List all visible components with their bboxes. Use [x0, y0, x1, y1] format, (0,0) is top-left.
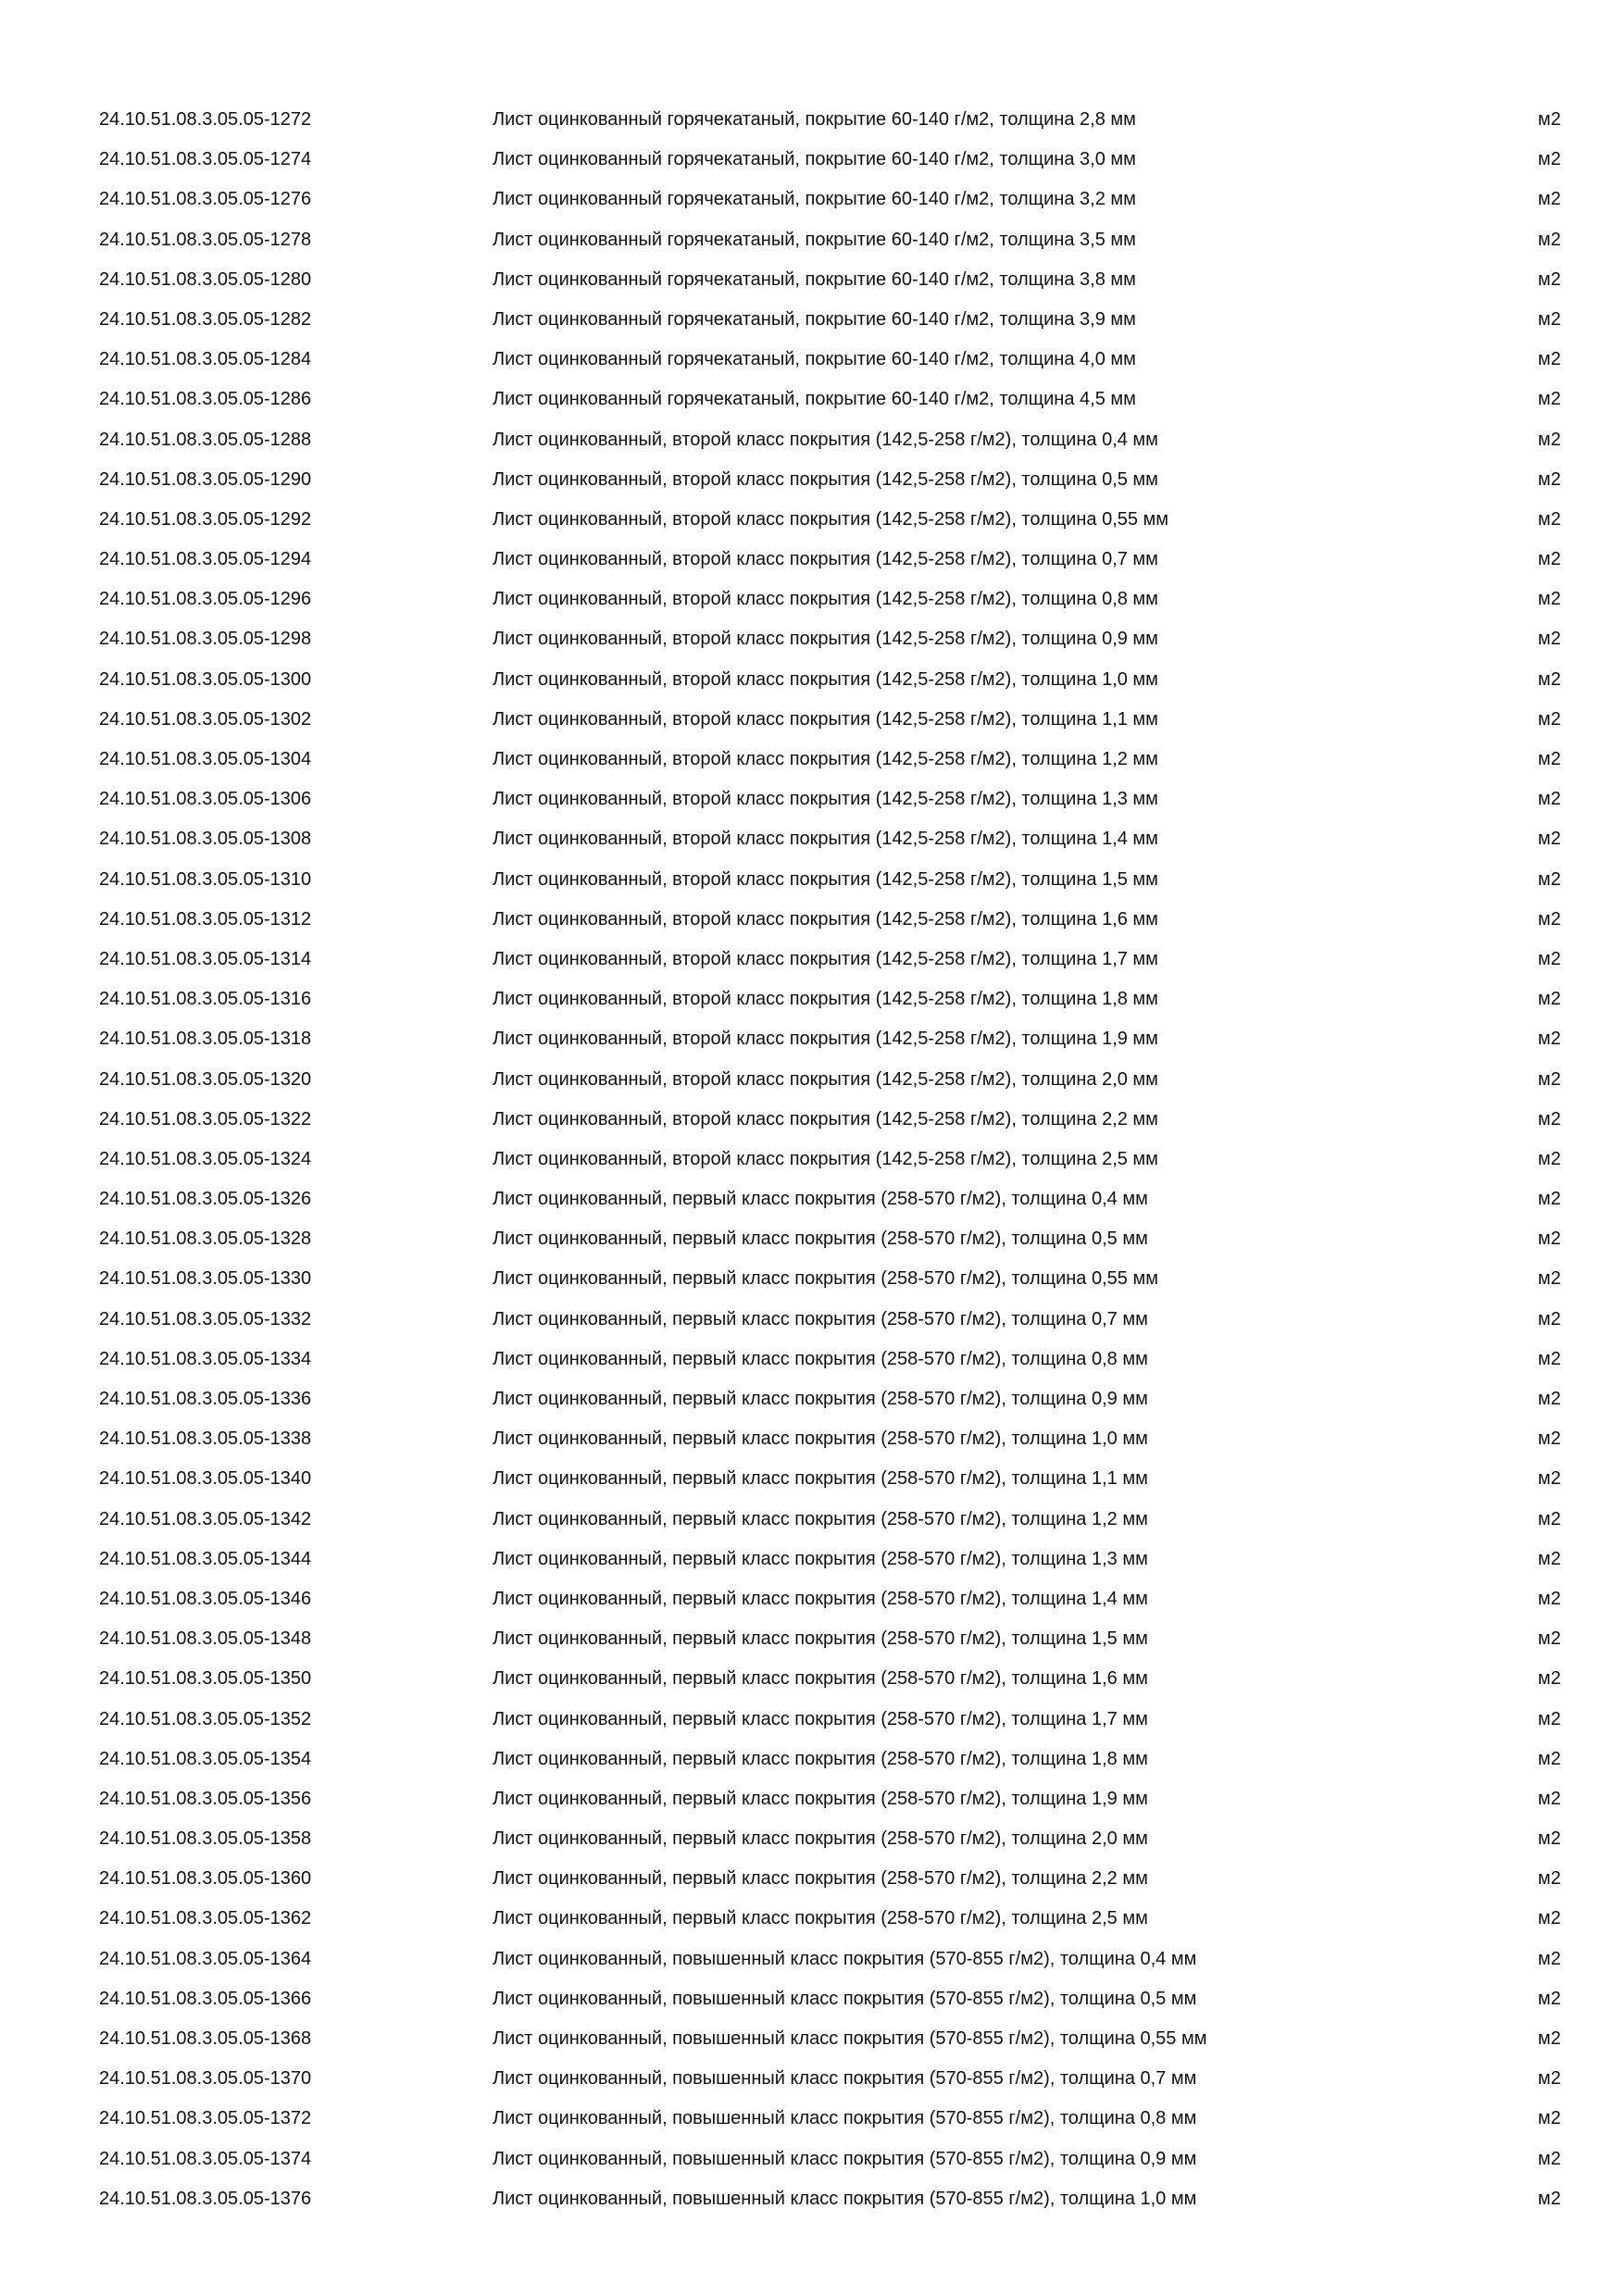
row-unit: м2 [1538, 549, 1561, 570]
row-unit: м2 [1538, 1668, 1561, 1690]
table-row [0, 660, 1624, 700]
table-row [0, 140, 1624, 180]
row-name: Лист оцинкованный горячекатаный, покрытие 60-140 г/м2, толщина 3,5 мм [493, 229, 1136, 250]
row-name: Лист оцинкованный, первый класс покрытия (258-570 г/м2), толщина 0,55 мм [493, 1268, 1158, 1290]
table-row [0, 1979, 1624, 2019]
row-unit: м2 [1538, 708, 1561, 730]
row-code: 24.10.51.08.3.05.05-1284 [99, 349, 312, 370]
row-code: 24.10.51.08.3.05.05-1352 [99, 1708, 312, 1729]
row-code: 24.10.51.08.3.05.05-1358 [99, 1828, 312, 1850]
row-unit: м2 [1538, 229, 1561, 250]
row-unit: м2 [1538, 868, 1561, 890]
row-unit: м2 [1538, 1548, 1561, 1569]
row-name: Лист оцинкованный горячекатаный, покрытие 60-140 г/м2, толщина 2,8 мм [493, 109, 1136, 130]
row-name: Лист оцинкованный, второй класс покрытия (142,5-258 г/м2), толщина 0,55 мм [493, 508, 1169, 530]
row-code: 24.10.51.08.3.05.05-1300 [99, 668, 312, 690]
row-unit: м2 [1538, 2148, 1561, 2169]
row-code: 24.10.51.08.3.05.05-1354 [99, 1748, 312, 1769]
row-name: Лист оцинкованный, второй класс покрытия (142,5-258 г/м2), толщина 0,7 мм [493, 549, 1158, 570]
table-row [0, 1459, 1624, 1499]
row-code: 24.10.51.08.3.05.05-1272 [99, 109, 312, 130]
row-code: 24.10.51.08.3.05.05-1324 [99, 1148, 312, 1169]
table-row [0, 619, 1624, 659]
table-row [0, 2140, 1624, 2179]
table-row [0, 1100, 1624, 1140]
row-name: Лист оцинкованный, второй класс покрытия (142,5-258 г/м2), толщина 1,8 мм [493, 989, 1158, 1010]
row-name: Лист оцинкованный горячекатаный, покрытие 60-140 г/м2, толщина 3,8 мм [493, 268, 1136, 290]
row-name: Лист оцинкованный, повышенный класс покрытия (570-855 г/м2), толщина 0,8 мм [493, 2108, 1197, 2129]
table-row [0, 1060, 1624, 1100]
table-row [0, 2179, 1624, 2219]
row-name: Лист оцинкованный, второй класс покрытия (142,5-258 г/м2), толщина 1,5 мм [493, 868, 1158, 890]
row-unit: м2 [1538, 1229, 1561, 1250]
table-row [0, 500, 1624, 540]
row-code: 24.10.51.08.3.05.05-1308 [99, 829, 312, 850]
row-unit: м2 [1538, 429, 1561, 450]
row-code: 24.10.51.08.3.05.05-1362 [99, 1908, 312, 1929]
row-name: Лист оцинкованный, первый класс покрытия (258-570 г/м2), толщина 0,7 мм [493, 1308, 1148, 1329]
row-name: Лист оцинкованный, второй класс покрытия (142,5-258 г/м2), толщина 1,4 мм [493, 829, 1158, 850]
row-code: 24.10.51.08.3.05.05-1338 [99, 1429, 312, 1450]
row-unit: м2 [1538, 1828, 1561, 1850]
row-unit: м2 [1538, 908, 1561, 930]
row-code: 24.10.51.08.3.05.05-1366 [99, 1988, 312, 2009]
row-name: Лист оцинкованный, второй класс покрытия (142,5-258 г/м2), толщина 2,5 мм [493, 1148, 1158, 1169]
row-code: 24.10.51.08.3.05.05-1348 [99, 1628, 312, 1650]
row-unit: м2 [1538, 1868, 1561, 1890]
row-name: Лист оцинкованный, второй класс покрытия (142,5-258 г/м2), толщина 0,5 мм [493, 468, 1158, 490]
table-row [0, 1140, 1624, 1179]
row-code: 24.10.51.08.3.05.05-1296 [99, 589, 312, 610]
row-code: 24.10.51.08.3.05.05-1280 [99, 268, 312, 290]
table-row [0, 340, 1624, 380]
row-name: Лист оцинкованный, первый класс покрытия (258-570 г/м2), толщина 2,2 мм [493, 1868, 1148, 1890]
row-code: 24.10.51.08.3.05.05-1332 [99, 1308, 312, 1329]
row-unit: м2 [1538, 1588, 1561, 1609]
row-unit: м2 [1538, 1908, 1561, 1929]
table-row [0, 1940, 1624, 1979]
table-row [0, 2099, 1624, 2139]
row-code: 24.10.51.08.3.05.05-1276 [99, 189, 312, 210]
row-code: 24.10.51.08.3.05.05-1374 [99, 2148, 312, 2169]
row-name: Лист оцинкованный, второй класс покрытия (142,5-258 г/м2), толщина 0,9 мм [493, 629, 1158, 650]
row-name: Лист оцинкованный, второй класс покрытия (142,5-258 г/м2), толщина 1,2 мм [493, 749, 1158, 769]
row-unit: м2 [1538, 1468, 1561, 1490]
row-code: 24.10.51.08.3.05.05-1322 [99, 1108, 312, 1129]
row-name: Лист оцинкованный, второй класс покрытия (142,5-258 г/м2), толщина 1,7 мм [493, 948, 1158, 969]
row-code: 24.10.51.08.3.05.05-1312 [99, 908, 312, 930]
table-row [0, 220, 1624, 260]
row-name: Лист оцинкованный, первый класс покрытия (258-570 г/м2), толщина 1,3 мм [493, 1548, 1148, 1569]
row-unit: м2 [1538, 1189, 1561, 1210]
table-row [0, 1819, 1624, 1859]
row-unit: м2 [1538, 668, 1561, 690]
row-unit: м2 [1538, 109, 1561, 130]
row-unit: м2 [1538, 629, 1561, 650]
row-unit: м2 [1538, 1508, 1561, 1529]
row-name: Лист оцинкованный, второй класс покрытия (142,5-258 г/м2), толщина 2,2 мм [493, 1108, 1158, 1129]
row-unit: м2 [1538, 1029, 1561, 1050]
row-code: 24.10.51.08.3.05.05-1336 [99, 1389, 312, 1409]
table-row [0, 860, 1624, 900]
row-code: 24.10.51.08.3.05.05-1286 [99, 389, 312, 410]
row-unit: м2 [1538, 948, 1561, 969]
row-code: 24.10.51.08.3.05.05-1342 [99, 1508, 312, 1529]
row-name: Лист оцинкованный, первый класс покрытия (258-570 г/м2), толщина 1,0 мм [493, 1429, 1148, 1450]
row-name: Лист оцинкованный, первый класс покрытия (258-570 г/м2), толщина 1,1 мм [493, 1468, 1148, 1490]
row-unit: м2 [1538, 2028, 1561, 2049]
row-unit: м2 [1538, 1108, 1561, 1129]
row-name: Лист оцинкованный горячекатаный, покрытие 60-140 г/м2, толщина 3,9 мм [493, 308, 1136, 330]
row-name: Лист оцинкованный, повышенный класс покрытия (570-855 г/м2), толщина 0,7 мм [493, 2068, 1197, 2090]
table-row [0, 940, 1624, 980]
row-unit: м2 [1538, 268, 1561, 290]
row-code: 24.10.51.08.3.05.05-1320 [99, 1068, 312, 1090]
table-row [0, 1019, 1624, 1059]
table-row [0, 740, 1624, 780]
row-name: Лист оцинкованный горячекатаный, покрытие 60-140 г/м2, толщина 3,0 мм [493, 149, 1136, 170]
table-row [0, 260, 1624, 300]
table-row [0, 460, 1624, 500]
row-name: Лист оцинкованный, первый класс покрытия (258-570 г/м2), толщина 1,5 мм [493, 1628, 1148, 1650]
row-unit: м2 [1538, 1068, 1561, 1090]
row-code: 24.10.51.08.3.05.05-1282 [99, 308, 312, 330]
row-code: 24.10.51.08.3.05.05-1290 [99, 468, 312, 490]
table-row [0, 580, 1624, 619]
row-code: 24.10.51.08.3.05.05-1350 [99, 1668, 312, 1690]
row-code: 24.10.51.08.3.05.05-1334 [99, 1348, 312, 1369]
table-row [0, 1659, 1624, 1699]
row-unit: м2 [1538, 1148, 1561, 1169]
table-row [0, 1540, 1624, 1579]
row-code: 24.10.51.08.3.05.05-1306 [99, 789, 312, 810]
table-row [0, 700, 1624, 740]
row-unit: м2 [1538, 349, 1561, 370]
row-unit: м2 [1538, 1389, 1561, 1409]
row-name: Лист оцинкованный, второй класс покрытия (142,5-258 г/м2), толщина 1,0 мм [493, 668, 1158, 690]
table-row [0, 1219, 1624, 1259]
row-code: 24.10.51.08.3.05.05-1364 [99, 1948, 312, 1969]
table-row [0, 2059, 1624, 2099]
row-code: 24.10.51.08.3.05.05-1274 [99, 149, 312, 170]
table-row [0, 1740, 1624, 1779]
row-code: 24.10.51.08.3.05.05-1344 [99, 1548, 312, 1569]
row-code: 24.10.51.08.3.05.05-1292 [99, 508, 312, 530]
row-unit: м2 [1538, 789, 1561, 810]
row-unit: м2 [1538, 2108, 1561, 2129]
row-name: Лист оцинкованный, первый класс покрытия (258-570 г/м2), толщина 1,4 мм [493, 1588, 1148, 1609]
table-row [0, 1700, 1624, 1740]
row-code: 24.10.51.08.3.05.05-1314 [99, 948, 312, 969]
row-unit: м2 [1538, 1268, 1561, 1290]
table-row [0, 1500, 1624, 1540]
table-row [0, 1259, 1624, 1299]
table-row [0, 100, 1624, 140]
row-unit: м2 [1538, 1788, 1561, 1809]
row-unit: м2 [1538, 149, 1561, 170]
row-code: 24.10.51.08.3.05.05-1330 [99, 1268, 312, 1290]
row-code: 24.10.51.08.3.05.05-1376 [99, 2188, 312, 2209]
row-name: Лист оцинкованный, первый класс покрытия (258-570 г/м2), толщина 0,4 мм [493, 1189, 1148, 1210]
row-name: Лист оцинкованный, повышенный класс покрытия (570-855 г/м2), толщина 0,4 мм [493, 1948, 1197, 1969]
row-name: Лист оцинкованный, второй класс покрытия (142,5-258 г/м2), толщина 1,3 мм [493, 789, 1158, 810]
table-row [0, 2019, 1624, 2059]
row-unit: м2 [1538, 1348, 1561, 1369]
row-code: 24.10.51.08.3.05.05-1302 [99, 708, 312, 730]
table-row [0, 1579, 1624, 1619]
table-row [0, 1899, 1624, 1939]
row-name: Лист оцинкованный, первый класс покрытия (258-570 г/м2), толщина 1,2 мм [493, 1508, 1148, 1529]
row-unit: м2 [1538, 1948, 1561, 1969]
row-unit: м2 [1538, 1748, 1561, 1769]
table-row [0, 1619, 1624, 1659]
row-unit: м2 [1538, 589, 1561, 610]
table-row [0, 1859, 1624, 1899]
table-row [0, 1779, 1624, 1819]
table-row [0, 1300, 1624, 1340]
row-code: 24.10.51.08.3.05.05-1346 [99, 1588, 312, 1609]
row-unit: м2 [1538, 468, 1561, 490]
row-name: Лист оцинкованный, второй класс покрытия (142,5-258 г/м2), толщина 0,8 мм [493, 589, 1158, 610]
table-row [0, 1179, 1624, 1219]
table-row [0, 900, 1624, 940]
row-name: Лист оцинкованный, второй класс покрытия (142,5-258 г/м2), толщина 1,6 мм [493, 908, 1158, 930]
table-row [0, 1379, 1624, 1419]
table-row [0, 380, 1624, 419]
table-row [0, 420, 1624, 460]
row-code: 24.10.51.08.3.05.05-1326 [99, 1189, 312, 1210]
row-code: 24.10.51.08.3.05.05-1370 [99, 2068, 312, 2090]
row-name: Лист оцинкованный, первый класс покрытия (258-570 г/м2), толщина 0,5 мм [493, 1229, 1148, 1250]
row-unit: м2 [1538, 1308, 1561, 1329]
row-name: Лист оцинкованный горячекатаный, покрытие 60-140 г/м2, толщина 3,2 мм [493, 189, 1136, 210]
table-row [0, 980, 1624, 1019]
row-name: Лист оцинкованный, второй класс покрытия (142,5-258 г/м2), толщина 0,4 мм [493, 429, 1158, 450]
row-unit: м2 [1538, 1628, 1561, 1650]
row-name: Лист оцинкованный, первый класс покрытия (258-570 г/м2), толщина 1,7 мм [493, 1708, 1148, 1729]
row-code: 24.10.51.08.3.05.05-1328 [99, 1229, 312, 1250]
row-unit: м2 [1538, 1429, 1561, 1450]
row-code: 24.10.51.08.3.05.05-1368 [99, 2028, 312, 2049]
table-row [0, 1340, 1624, 1379]
row-unit: м2 [1538, 2188, 1561, 2209]
row-unit: м2 [1538, 308, 1561, 330]
row-name: Лист оцинкованный, первый класс покрытия (258-570 г/м2), толщина 2,5 мм [493, 1908, 1148, 1929]
row-unit: м2 [1538, 389, 1561, 410]
row-name: Лист оцинкованный, повышенный класс покрытия (570-855 г/м2), толщина 0,5 мм [493, 1988, 1197, 2009]
row-unit: м2 [1538, 2068, 1561, 2090]
row-name: Лист оцинкованный, первый класс покрытия (258-570 г/м2), толщина 1,9 мм [493, 1788, 1148, 1809]
table-row [0, 1419, 1624, 1459]
row-code: 24.10.51.08.3.05.05-1278 [99, 229, 312, 250]
row-name: Лист оцинкованный, повышенный класс покрытия (570-855 г/м2), толщина 0,9 мм [493, 2148, 1197, 2169]
materials-table [0, 100, 1624, 2219]
row-unit: м2 [1538, 1708, 1561, 1729]
row-name: Лист оцинкованный, первый класс покрытия (258-570 г/м2), толщина 2,0 мм [493, 1828, 1148, 1850]
row-unit: м2 [1538, 508, 1561, 530]
row-name: Лист оцинкованный, первый класс покрытия (258-570 г/м2), толщина 1,6 мм [493, 1668, 1148, 1690]
row-code: 24.10.51.08.3.05.05-1340 [99, 1468, 312, 1490]
row-name: Лист оцинкованный горячекатаный, покрытие 60-140 г/м2, толщина 4,5 мм [493, 389, 1136, 410]
table-row [0, 180, 1624, 219]
row-name: Лист оцинкованный, второй класс покрытия (142,5-258 г/м2), толщина 1,1 мм [493, 708, 1158, 730]
row-name: Лист оцинкованный, первый класс покрытия (258-570 г/м2), толщина 0,8 мм [493, 1348, 1148, 1369]
row-unit: м2 [1538, 749, 1561, 769]
row-code: 24.10.51.08.3.05.05-1356 [99, 1788, 312, 1809]
table-row [0, 540, 1624, 580]
row-name: Лист оцинкованный, первый класс покрытия (258-570 г/м2), толщина 0,9 мм [493, 1389, 1148, 1409]
table-row [0, 819, 1624, 859]
row-name: Лист оцинкованный, второй класс покрытия (142,5-258 г/м2), толщина 2,0 мм [493, 1068, 1158, 1090]
row-unit: м2 [1538, 989, 1561, 1010]
row-code: 24.10.51.08.3.05.05-1360 [99, 1868, 312, 1890]
row-name: Лист оцинкованный, повышенный класс покрытия (570-855 г/м2), толщина 0,55 мм [493, 2028, 1207, 2049]
row-code: 24.10.51.08.3.05.05-1316 [99, 989, 312, 1010]
row-code: 24.10.51.08.3.05.05-1310 [99, 868, 312, 890]
row-code: 24.10.51.08.3.05.05-1372 [99, 2108, 312, 2129]
row-unit: м2 [1538, 1988, 1561, 2009]
row-code: 24.10.51.08.3.05.05-1298 [99, 629, 312, 650]
table-row [0, 780, 1624, 819]
row-code: 24.10.51.08.3.05.05-1318 [99, 1029, 312, 1050]
table-row [0, 300, 1624, 340]
row-name: Лист оцинкованный, первый класс покрытия (258-570 г/м2), толщина 1,8 мм [493, 1748, 1148, 1769]
row-name: Лист оцинкованный, второй класс покрытия (142,5-258 г/м2), толщина 1,9 мм [493, 1029, 1158, 1050]
row-unit: м2 [1538, 189, 1561, 210]
row-code: 24.10.51.08.3.05.05-1294 [99, 549, 312, 570]
row-name: Лист оцинкованный горячекатаный, покрытие 60-140 г/м2, толщина 4,0 мм [493, 349, 1136, 370]
row-name: Лист оцинкованный, повышенный класс покрытия (570-855 г/м2), толщина 1,0 мм [493, 2188, 1197, 2209]
row-unit: м2 [1538, 829, 1561, 850]
row-code: 24.10.51.08.3.05.05-1288 [99, 429, 312, 450]
row-code: 24.10.51.08.3.05.05-1304 [99, 749, 312, 769]
